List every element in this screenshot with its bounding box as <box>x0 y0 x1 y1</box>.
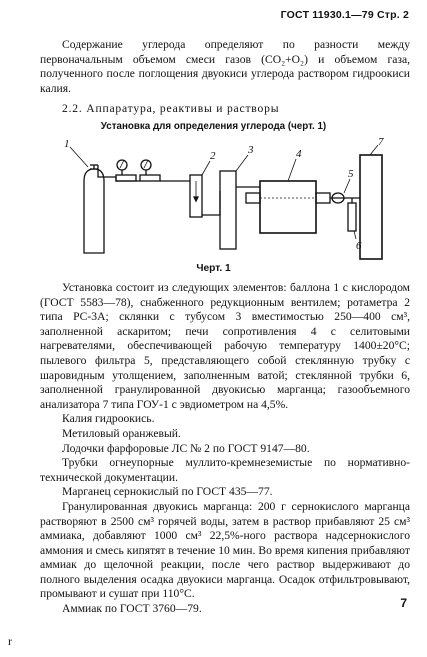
label-4: 4 <box>296 148 302 160</box>
manganese-dioxide-tube <box>348 203 356 231</box>
section-heading: 2.2. Аппаратура, реактивы и растворы <box>62 102 280 115</box>
refractory-tubes: Трубки огнеупорные муллито-кремнеземистые по нормативно-технической документации. <box>40 456 410 484</box>
intro-paragraph <box>40 38 410 96</box>
porcelain-boats: Лодочки фарфоровые ЛС № 2 по ГОСТ 9147—80. <box>62 441 310 455</box>
ascarite-flask <box>220 171 236 249</box>
label-2: 2 <box>210 150 216 162</box>
label-5: 5 <box>348 168 354 180</box>
apparatus-diagram <box>60 137 390 261</box>
gas-analyzer <box>360 155 382 259</box>
intro-text: Содержание углерода определяют по разности между первоначальным объемом смеси газов (CO₂+O₂) и объемом газа, полученного после поглощения двуокиси углерода раствором гидроокиси калия. <box>40 38 410 95</box>
reagent-koh: Калия гидроокись. <box>62 412 155 426</box>
manganese-sulfate: Марганец сернокислый по ГОСТ 435—77. <box>62 485 273 499</box>
ammonia: Аммиак по ГОСТ 3760—79. <box>62 602 202 616</box>
label-6: 6 <box>356 240 362 252</box>
resistance-furnace <box>260 181 316 233</box>
margin-mark: r <box>8 634 12 648</box>
running-header: ГОСТ 11930.1—79 Стр. 2 <box>280 9 409 21</box>
body-text <box>40 281 410 617</box>
oxygen-cylinder <box>84 169 104 253</box>
label-3: 3 <box>248 144 254 156</box>
figure-title: Черт. 1 <box>196 263 231 274</box>
reagent-methyl-orange: Метиловый оранжевый. <box>62 426 181 440</box>
apparatus-paragraph: Установка состоит из следующих элементов: баллона 1 с кислородом (ГОСТ 5583—78), снабженного редукционным вентилем; ротаметра 2 типа РС-3А; склянки с тубусом 3 вместимостью 250—400 см³, заполненной аскаритом; печи сопротивления 4 с селитовыми нагревателями, обеспечивающей рабочую температуру 1400±20°С; пылевого фильтра 5, представляющего собой стеклянную трубку с шаровидным утолщением, заполненным ватой; стеклянной трубки 6, заполненной гранулированной двуокисью марганца; газообъемного анализатора 7 типа ГОУ-1 с эвдиометром на 4,5%. <box>40 281 410 411</box>
figure-caption: Установка для определения углерода (черт. 1) <box>100 121 327 132</box>
label-1: 1 <box>64 138 70 150</box>
granulated-mno2: Гранулированная двуокись марганца: 200 г сернокислого марганца растворяют в 2500 см³ горячей воды, затем в раствор прибавляют 25 см³ аммиака, добавляют 1000 см³ 22,5%-ного раствора надсернокислого аммония и смесь кипятят в течение 10 мин. Во время кипения прибавляют аммиак до щелочной реакции, после чего раствор выдерживают до полного выделения осадка двуокиси марганца. Осадок отфильтровывают, промывают и сушат при 110°С. <box>40 499 410 601</box>
page-number: 7 <box>400 596 407 610</box>
label-7: 7 <box>378 137 384 148</box>
